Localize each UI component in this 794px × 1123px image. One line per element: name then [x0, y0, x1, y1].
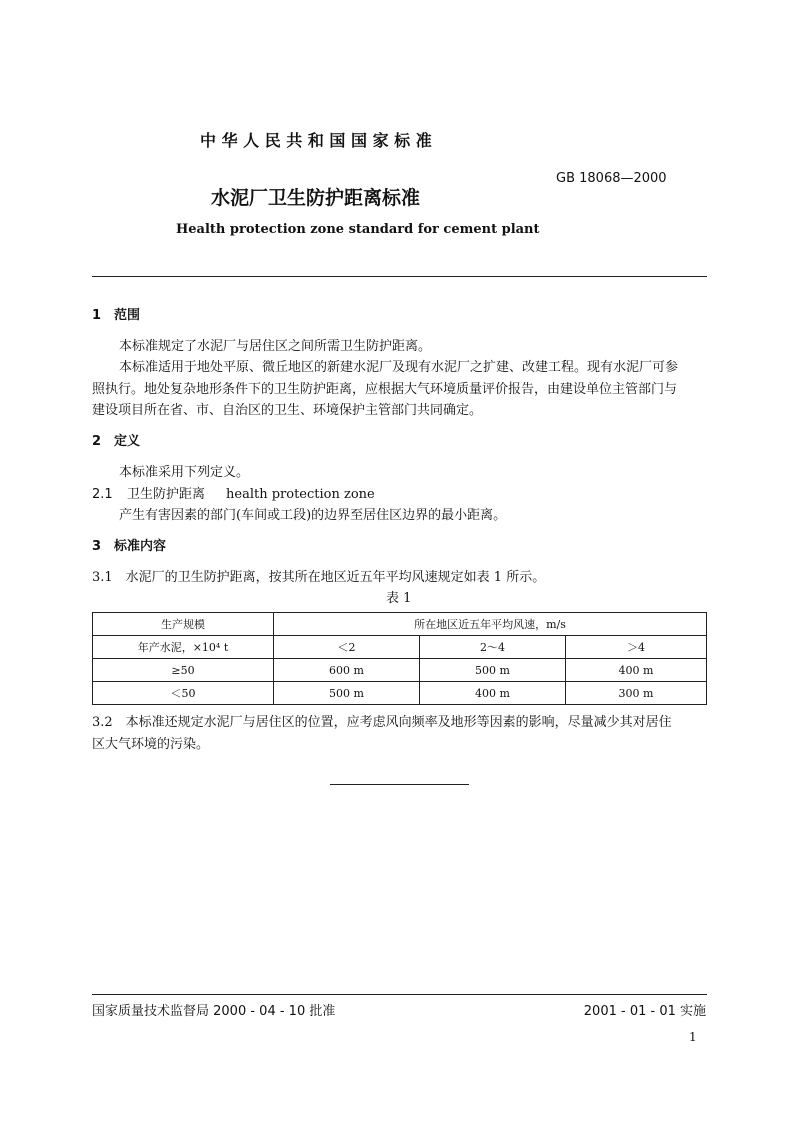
- table-header-wind-lt-2: ＜2: [274, 636, 420, 659]
- section-1-paragraph-2-line-1: 本标准适用于地处平原、微丘地区的新建水泥厂及现有水泥厂之扩建、改建工程。现有水泥厂可参: [119, 360, 679, 375]
- section-3-heading: 3 标准内容: [92, 539, 167, 554]
- table-cell: 300 m: [566, 682, 707, 705]
- section-1-paragraph-1: 本标准规定了水泥厂与居住区之间所需卫生防护距离。: [119, 339, 432, 354]
- standard-code: GB 18068—2000: [556, 171, 667, 186]
- section-2-paragraph-1: 本标准采用下列定义。: [119, 465, 250, 480]
- document-title: 水泥厂卫生防护距离标准: [211, 187, 421, 209]
- table-1-caption: 表 1: [386, 591, 412, 606]
- table-cell: 400 m: [566, 659, 707, 682]
- section-1-paragraph-2-line-3: 建设项目所在省、市、自治区的卫生、环境保护主管部门共同确定。: [92, 403, 483, 418]
- approval-statement: 国家质量技术监督局 2000 - 04 - 10 批准: [92, 1004, 336, 1019]
- table-header-annual-output: 年产水泥，×10⁴ t: [93, 636, 274, 659]
- definition-number: 2.1: [92, 487, 113, 502]
- table-row: [93, 682, 707, 705]
- table-header-wind-gt-4: ＞4: [566, 636, 707, 659]
- section-1-paragraph-2-line-2: 照执行。地处复杂地形条件下的卫生防护距离，应根据大气环境质量评价报告，由建设单位主管部门与: [92, 382, 678, 397]
- end-of-text-rule: [330, 784, 469, 785]
- national-standard-title: 中 华 人 民 共 和 国 国 家 标 准: [200, 131, 432, 150]
- document-title-english: Health protection zone standard for cement plant: [176, 222, 540, 237]
- table-header-wind-2-4: 2～4: [420, 636, 566, 659]
- definition-text: 产生有害因素的部门(车间或工段)的边界至居住区边界的最小距离。: [119, 508, 507, 523]
- table-1: [92, 612, 707, 705]
- footer-divider: [92, 994, 707, 995]
- table-row: [93, 659, 707, 682]
- definition-term-cn: 卫生防护距离: [127, 487, 206, 502]
- table-cell: ≥50: [93, 659, 274, 682]
- section-2-heading: 2 定义: [92, 434, 141, 449]
- clause-3-2-line-2: 区大气环境的污染。: [92, 737, 210, 752]
- page-number: 1: [689, 1030, 697, 1044]
- table-cell: ＜50: [93, 682, 274, 705]
- header-divider: [92, 276, 707, 277]
- effective-date: 2001 - 01 - 01 实施: [583, 1004, 706, 1019]
- clause-3-1: 3.1 水泥厂的卫生防护距离，按其所在地区近五年平均风速规定如表 1 所示。: [92, 570, 546, 585]
- table-cell: 500 m: [274, 682, 420, 705]
- table-header-production-scale: 生产规模: [93, 613, 274, 636]
- definition-term-en: health protection zone: [226, 487, 375, 502]
- section-1-heading: 1 范围: [92, 308, 141, 323]
- table-cell: 400 m: [420, 682, 566, 705]
- table-header-wind-speed: 所在地区近五年平均风速，m/s: [274, 613, 707, 636]
- clause-3-2-line-1: 3.2 本标准还规定水泥厂与居住区的位置，应考虑风向频率及地形等因素的影响，尽量减少其对居住: [92, 715, 672, 730]
- table-cell: 500 m: [420, 659, 566, 682]
- table-cell: 600 m: [274, 659, 420, 682]
